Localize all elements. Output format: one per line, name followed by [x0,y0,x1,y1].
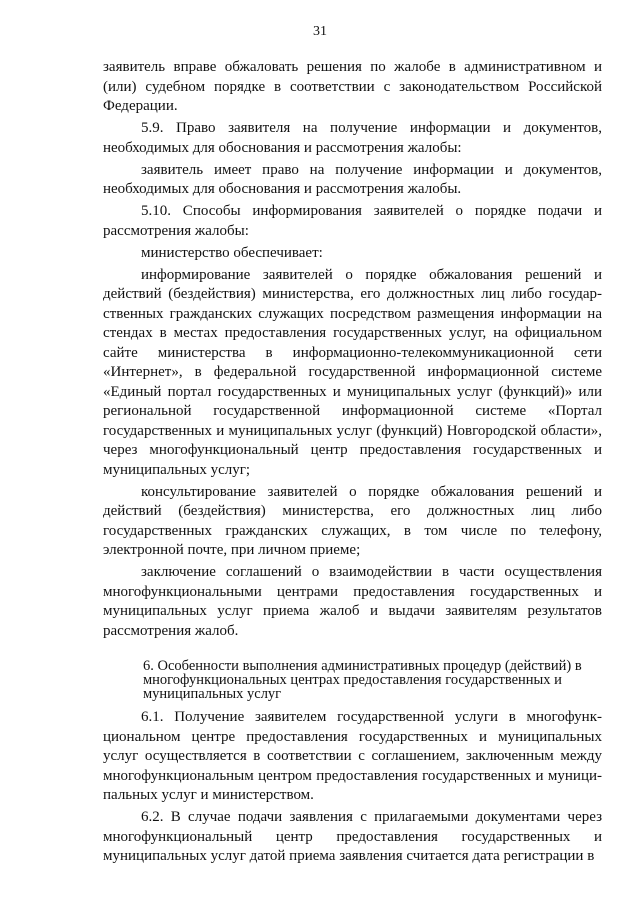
section-heading-6: 6. Особенности выполнения административных процедур (действий) в многофункциональных центрах предоставления государственных и муниципальных услуг [143,658,582,702]
page-number: 31 [313,24,327,39]
paragraph-info-right: заявитель имеет право на получение информации и документов, необходимых для обоснования и рассмотрения жалобы. [103,161,602,197]
paragraph-consulting: консультирование заявителей о порядке обжалования решений и действий (бездействия) министерства, его должностных лиц либо государственных гражданских служащих, в том числе по телефону, электронной почте, при личном приеме; [103,483,602,558]
paragraph-6-2: 6.2. В случае подачи заявления с прилагаемыми документами через многофункциональный центр предоставления государственных и муниципальных услуг датой приема заявления считается дата регистрации в [103,809,602,864]
document-body [103,58,602,869]
paragraph-ministry-provides: министерство обеспечивает: [141,244,323,261]
paragraph-5-10: 5.10. Способы информирования заявителей о порядке подачи и рассмотрения жалобы: [103,203,602,239]
paragraph-informing: информирование заявителей о порядке обжалования решений и действий (бездействия) министерства, его должностных лиц либо государственных гражданских служащих посредством размещения информации на стендах в местах предоставления государственных услуг, на официальном сайте министерства в информационно-телекоммуникационной сети «Интернет», в федеральной государственной информационной системе «Единый портал государственных и муниципальных услуг (функций)» или региональной государственной информационной системе «Портал государственных и муниципальных услуг (функций) Новгородской области», через многофункциональный центр предоставления государственных и муниципальных услуг; [103,266,602,478]
paragraph-agreements: заключение соглашений о взаимодействии в части осуществления многофункциональными центрами предоставления государственных и муниципальных услуг приема жалоб и выдачи заявителям результатов рассмотрения жалоб. [103,564,602,639]
paragraph-6-1: 6.1. Получение заявителем государственной услуги в многофункциональном центре предоставления государственных и муниципальных услуг осуществляется в соответствии с соглашением, заключенным между многофункциональным центром предоставления государственных и муниципальных услуг и министерством. [103,709,602,803]
paragraph-appeal-right: заявитель вправе обжаловать решения по жалобе в административном и (или) судебном порядке в соответствии с законодательством Российской Федерации. [103,59,602,114]
paragraph-5-9: 5.9. Право заявителя на получение информации и документов, необходимых для обоснования и рассмотрения жалобы: [103,120,602,156]
